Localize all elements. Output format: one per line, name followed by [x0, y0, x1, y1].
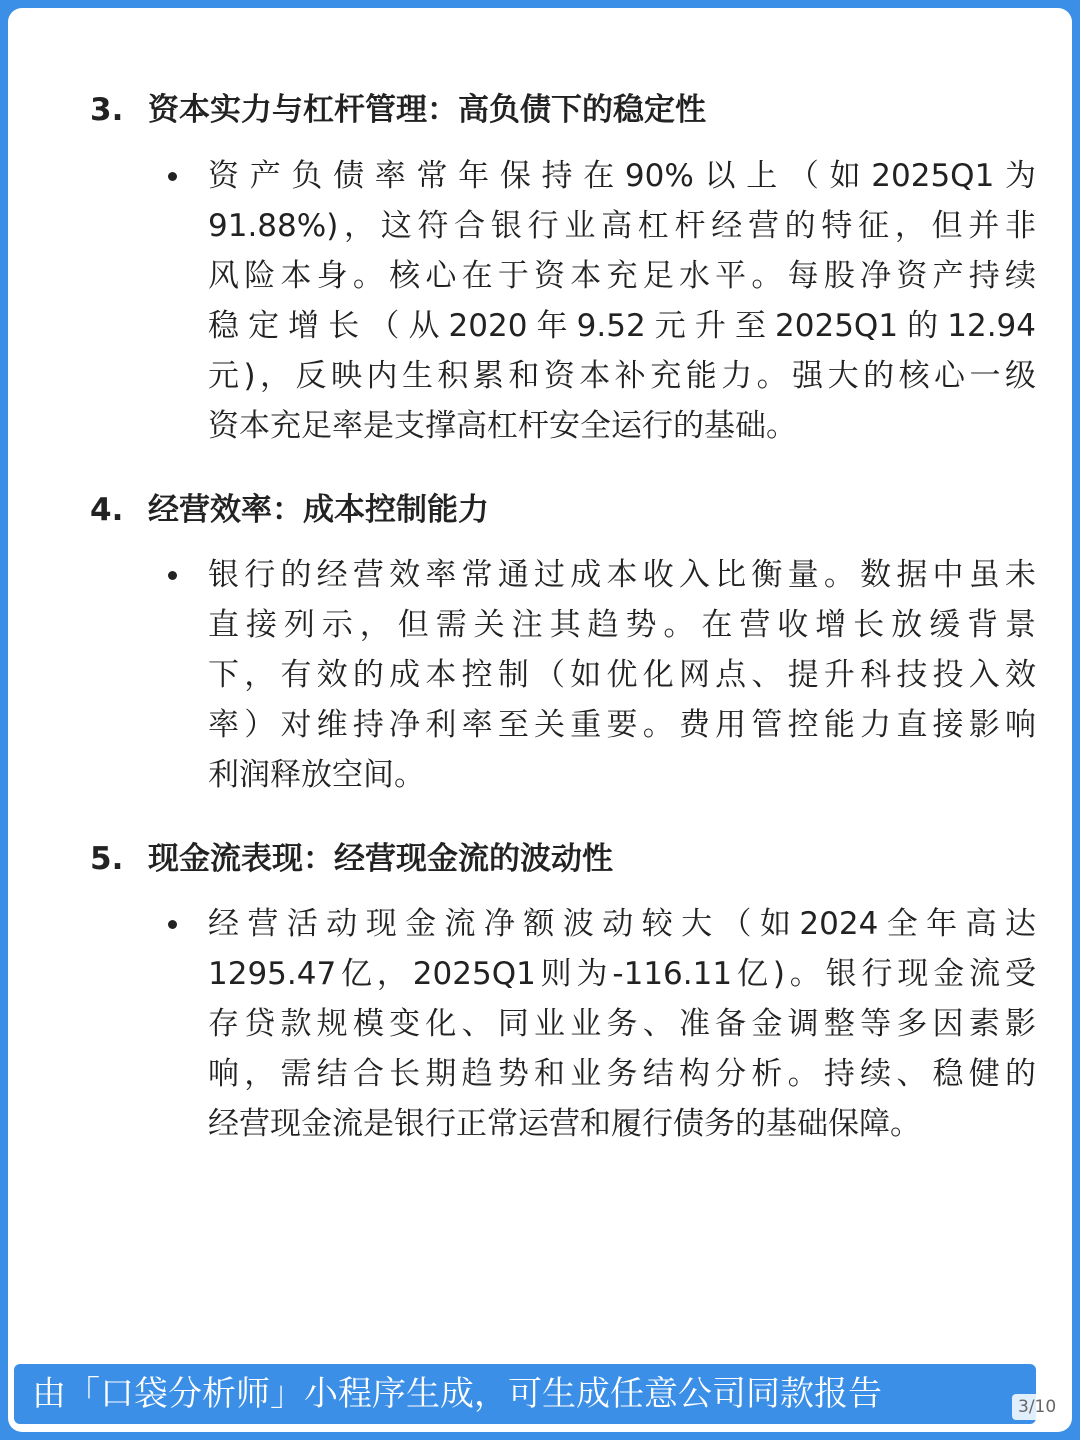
bullet-paragraph [208, 151, 1036, 451]
section-heading [90, 488, 489, 532]
bullet-paragraph [208, 550, 1036, 800]
section-heading [90, 837, 613, 881]
section-title: 现金流表现：经营现金流的波动性 [148, 841, 613, 877]
generated-by-banner[interactable]: 由「口袋分析师」小程序生成，可生成任意公司同款报告 [14, 1364, 1036, 1424]
bullet-icon [168, 172, 177, 181]
paragraph-line: 资产负债率常年保持在90%以上（如2025Q1为 [208, 158, 1036, 194]
paragraph-line: 经营活动现金流净额波动较大（如2024全年高达 [208, 906, 1036, 942]
paragraph-line: 风险本身。核心在于资本充足水平。每股净资产持续 [208, 258, 1036, 294]
paragraph-line: 存贷款规模变化、同业业务、准备金调整等多因素影 [208, 1006, 1036, 1042]
section-number: 4. [90, 492, 124, 528]
paragraph-line: 经营现金流是银行正常运营和履行债务的基础保障。 [208, 1106, 921, 1142]
paragraph-line: 元)，反映内生积累和资本补充能力。强大的核心一级 [208, 358, 1036, 394]
bullet-paragraph [208, 899, 1036, 1149]
paragraph-line: 响，需结合长期趋势和业务结构分析。持续、稳健的 [208, 1056, 1036, 1092]
section-heading [90, 88, 706, 132]
page-indicator: 3/10 [1012, 1394, 1062, 1420]
paragraph-line: 资本充足率是支撑高杠杆安全运行的基础。 [208, 408, 797, 444]
paragraph-line: 91.88%)，这符合银行业高杠杆经营的特征，但并非 [208, 208, 1036, 244]
paragraph-line: 1295.47亿，2025Q1则为-116.11亿)。银行现金流受 [208, 956, 1036, 992]
paragraph-line: 利润释放空间。 [208, 757, 425, 793]
section-number: 5. [90, 841, 124, 877]
report-page [8, 8, 1072, 1432]
section-title: 经营效率：成本控制能力 [148, 492, 489, 528]
bullet-icon [168, 920, 177, 929]
paragraph-line: 率）对维持净利率至关重要。费用管控能力直接影响 [208, 707, 1036, 743]
paragraph-line: 直接列示，但需关注其趋势。在营收增长放缓背景 [208, 607, 1036, 643]
section-number: 3. [90, 92, 124, 128]
section-title: 资本实力与杠杆管理：高负债下的稳定性 [148, 92, 706, 128]
paragraph-line: 下，有效的成本控制（如优化网点、提升科技投入效 [208, 657, 1036, 693]
paragraph-line: 稳定增长（从2020年9.52元升至2025Q1的12.94 [208, 308, 1036, 344]
bullet-icon [168, 571, 177, 580]
paragraph-line: 银行的经营效率常通过成本收入比衡量。数据中虽未 [208, 557, 1036, 593]
